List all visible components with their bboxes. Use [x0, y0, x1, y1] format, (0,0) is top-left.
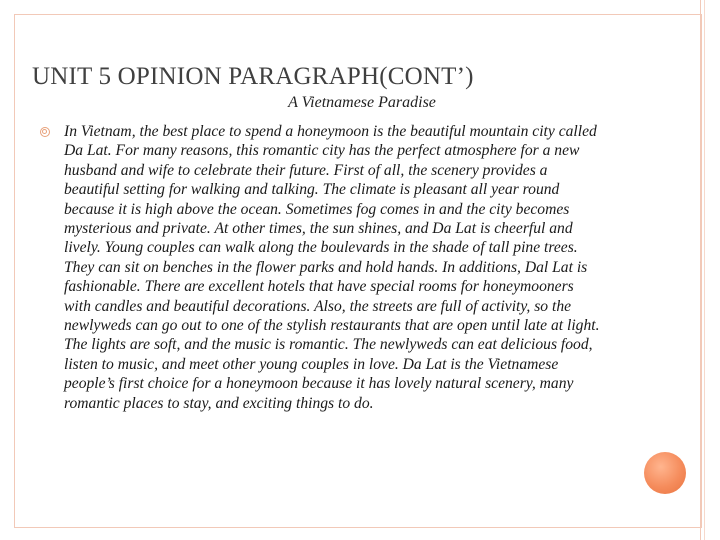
- body-paragraph: [64, 122, 694, 413]
- orange-circle-icon: [644, 452, 686, 494]
- paragraph-line: In Vietnam, the best place to spend a honeymoon is the beautiful mountain city called: [64, 123, 597, 140]
- paragraph-line: The lights are soft, and the music is romantic. The newlyweds can eat delicious food,: [64, 336, 593, 354]
- paragraph-line: husband and wife to celebrate their future. First of all, the scenery provides a: [64, 161, 548, 179]
- paragraph-line: people’s first choice for a honeymoon because it has lovely natural scenery, many: [64, 375, 574, 393]
- paragraph-line: romantic places to stay, and exciting things to do.: [64, 394, 374, 412]
- paragraph-line: newlyweds can go out to one of the stylish restaurants that are open until late at light.: [64, 317, 600, 335]
- ring-bullet-icon: [40, 127, 50, 137]
- paragraph-line: listen to music, and meet other young couples in love. Da Lat is the Vietnamese: [64, 355, 559, 373]
- paragraph-line: lively. Young couples can walk along the boulevards in the shade of tall pine trees.: [64, 239, 578, 257]
- paragraph-line: Da Lat. For many reasons, this romantic city has the perfect atmosphere for a new: [64, 142, 580, 160]
- paragraph-line: because it is high above the ocean. Sometimes fog comes in and the city becomes: [64, 200, 570, 218]
- paragraph-line: fashionable. There are excellent hotels that have special rooms for honeymooners: [64, 278, 574, 296]
- paragraph-heading: A Vietnamese Paradise: [288, 94, 436, 111]
- paragraph-line: They can sit on benches in the flower parks and hold hands. In additions, Dal Lat is: [64, 258, 588, 276]
- paragraph-line: with candles and beautiful decorations. Also, the streets are full of activity, so the: [64, 297, 572, 315]
- decorative-rule: [704, 0, 705, 540]
- decorative-rule: [700, 0, 701, 540]
- paragraph-line: mysterious and private. At other times, the sun shines, and Da Lat is cheerful and: [64, 220, 573, 238]
- paragraph-line: beautiful setting for walking and talking. The climate is pleasant all year round: [64, 181, 560, 199]
- slide-title: UNIT 5 OPINION PARAGRAPH(CONT’): [32, 63, 474, 90]
